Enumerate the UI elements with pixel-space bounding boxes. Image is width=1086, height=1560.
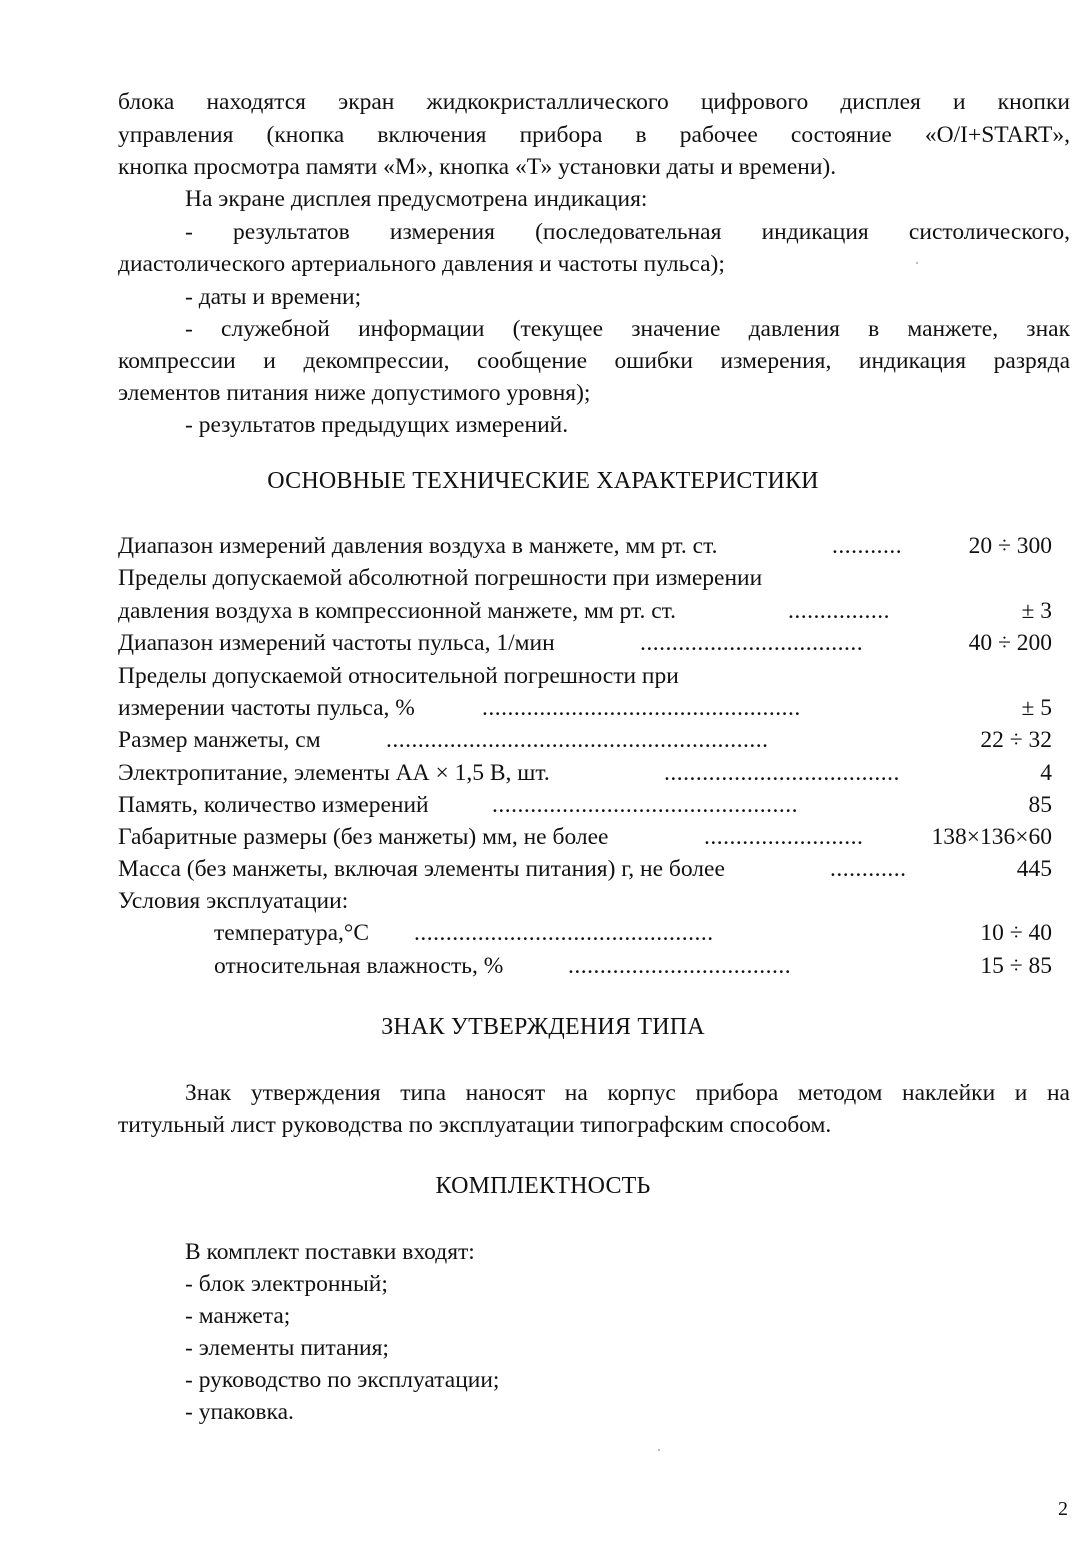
spec-row (118, 562, 1052, 594)
kit-item: - упаковка. (185, 1399, 294, 1425)
intro-line-3: кнопка просмотра памяти «М», кнопка «Т» установки даты и времени). (118, 154, 837, 180)
spec-dots: .................................................. (482, 695, 801, 721)
spec-row (118, 530, 1052, 562)
spec-label: давления воздуха в компрессионной манжете, мм рт. ст. (118, 598, 677, 624)
page-number: 2 (1058, 1498, 1068, 1520)
spec-dots: ............................................................ (386, 727, 769, 753)
spec-label: Память, количество измерений (118, 792, 429, 818)
spec-dots: ......................... (704, 824, 864, 850)
display-item-1-cont: диастолического артериального давления и частоты пульса); (118, 251, 725, 277)
spec-row (118, 660, 1052, 692)
spec-dots: ........... (832, 533, 903, 559)
spec-label: Условия эксплуатации: (118, 888, 349, 914)
spec-label: температура,°С (214, 920, 369, 946)
spec-label: Масса (без манжеты, включая элементы питания) г, не более (118, 856, 725, 882)
display-intro: На экране дисплея предусмотрена индикация: (185, 186, 648, 212)
display-item-3-cont2: элементов питания ниже допустимого уровня); (118, 380, 591, 406)
spec-value: 445 (1016, 856, 1052, 882)
spec-value: 15 ÷ 85 (980, 953, 1052, 979)
spec-value: 22 ÷ 32 (980, 727, 1052, 753)
spec-value: ± 3 (1021, 598, 1052, 624)
spec-value: 10 ÷ 40 (980, 920, 1052, 946)
spec-dots: ................ (788, 598, 890, 624)
display-item-1: - результатов измерения (последовательная индикация систолического, (185, 219, 1070, 245)
spec-dots: ................................... (640, 630, 864, 656)
approval-line-1: Знак утверждения типа наносят на корпус прибора методом наклейки и на (185, 1080, 1070, 1106)
spec-row (118, 789, 1052, 821)
spec-label: Пределы допускаемой относительной погрешности при (118, 663, 679, 689)
spec-label: Пределы допускаемой абсолютной погрешности при измерении (118, 565, 763, 591)
display-item-2: - даты и времени; (185, 284, 362, 310)
spec-label: Габаритные размеры (без манжеты) мм, не более (118, 824, 609, 850)
spec-label: Диапазон измерений давления воздуха в манжете, мм рт. ст. (118, 533, 718, 559)
approval-heading: ЗНАК УТВЕРЖДЕНИЯ ТИПА (381, 1014, 705, 1040)
spec-value: 4 (1040, 760, 1052, 786)
spec-row (118, 627, 1052, 659)
spec-label: относительная влажность, % (214, 953, 504, 979)
kit-heading: КОМПЛЕКТНОСТЬ (435, 1173, 651, 1199)
spec-dots: ................................... (568, 953, 792, 979)
specs-heading: ОСНОВНЫЕ ТЕХНИЧЕСКИЕ ХАРАКТЕРИСТИКИ (267, 468, 819, 494)
spec-value: 85 (1028, 792, 1052, 818)
spec-row (118, 757, 1052, 789)
kit-item: - блок электронный; (185, 1271, 388, 1297)
spec-label: Диапазон измерений частоты пульса, 1/мин (118, 630, 555, 656)
spec-row-condition (118, 950, 1052, 982)
spec-value: 138×136×60 (931, 824, 1052, 850)
kit-intro: В комплект поставки входят: (185, 1239, 475, 1265)
spec-dots: ..................................... (664, 760, 900, 786)
approval-line-2: титульный лист руководства по эксплуатации типографским способом. (118, 1112, 832, 1138)
kit-item: - элементы питания; (185, 1335, 389, 1361)
display-item-4: - результатов предыдущих измерений. (185, 412, 569, 438)
spec-label: Размер манжеты, см (118, 727, 321, 753)
spec-value: 40 ÷ 200 (968, 630, 1052, 656)
spec-label: Электропитание, элементы АА × 1,5 В, шт. (118, 760, 550, 786)
spec-dots: ................................................ (492, 792, 798, 818)
kit-item: - манжета; (185, 1303, 291, 1329)
display-item-3: - служебной информации (текущее значение давления в манжете, знак (185, 316, 1070, 342)
spec-row (118, 724, 1052, 756)
spec-row (118, 692, 1052, 724)
kit-item: - руководство по эксплуатации; (185, 1367, 500, 1393)
spec-value: 20 ÷ 300 (968, 533, 1052, 559)
spec-value: ± 5 (1021, 695, 1052, 721)
spec-row (118, 885, 1052, 917)
scan-speck (658, 1449, 660, 1451)
spec-row (118, 853, 1052, 885)
spec-dots: ............ (830, 856, 907, 882)
intro-line-2: управления (кнопка включения прибора в рабочее состояние «O/I+START», (118, 122, 1070, 148)
scan-speck (916, 262, 918, 264)
spec-row (118, 821, 1052, 853)
spec-label: измерении частоты пульса, % (118, 695, 415, 721)
spec-row-condition (118, 917, 1052, 949)
intro-line-1: блока находятся экран жидкокристаллического цифрового дисплея и кнопки (118, 89, 1070, 115)
spec-dots: ............................................... (414, 920, 714, 946)
spec-row (118, 595, 1052, 627)
display-item-3-cont: компрессии и декомпрессии, сообщение ошибки измерения, индикация разряда (118, 348, 1070, 374)
